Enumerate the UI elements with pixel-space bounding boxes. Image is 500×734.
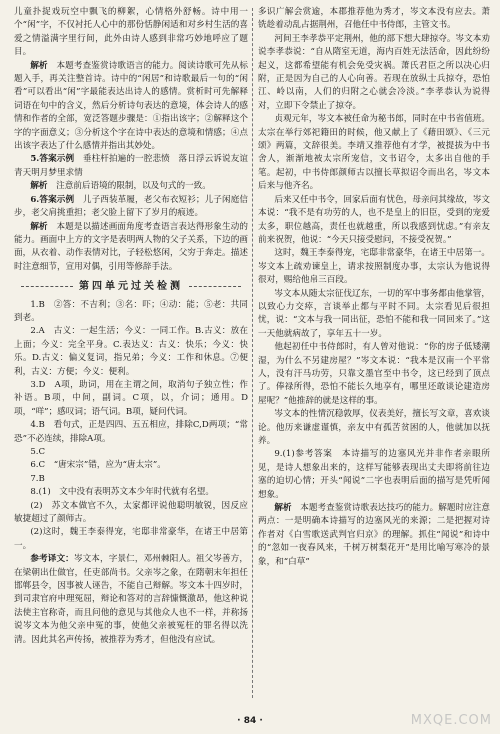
answer-item: 8.(1) 文中没有表明苏文本少年时代就有名望。 — [30, 487, 214, 498]
answer-paragraph — [14, 194, 248, 221]
paragraph: 岑文本的性情沉稳敦厚，仪表美好，擅长写文章，喜欢谈论。他历来谦虚谨慎，亲友中有孤苦贫困的人，他就加以抚养。 — [258, 409, 490, 446]
text: 岑文本，字景仁，邓州棘阳人。祖父岑善方，在梁朝出仕做官，任吏部尚书。父亲岑之象，在隋朝末年担任邯郸县令，因事被人诬告，不能自己辩解。岑文本十四岁时，到司隶官府申理冤屈，辩论和答对的言辞慷慨激昂，他这种说法使主官称奇，而且问他的意见与其他众人也不一样，并称扬说岑文本为他父亲申冤的事，使他父亲被冤枉的罪名得以洗清。因此其名声传扬，被推荐为秀才，但他没有应试。 — [14, 554, 248, 645]
column-divider — [252, 8, 253, 698]
text: 本题考查鉴赏诗歌语言的能力。阅读诗歌可先从标题入手，再关注整首诗。诗中的“闲居”和诗歌最后一句的“闲看”可以看出“闲”字最能表达出诗人的感情。赏析时可先解释词语在句中的含义，然后分析诗句表达的意境，体会诗人的感情和作者的全部，宽泛答题步骤是：①指出该字；②解释这个字的字面意义；③分析这个字在诗中表达的意境和情感；④点出该字表达了什么感情并指出其妙处。 — [14, 60, 248, 152]
label: 参考译文： — [30, 554, 74, 565]
paragraph: 儿童扑捉戏玩空中飘飞的柳絮，心情格外舒畅。诗中用一个“闲”字，不仅衬托人心中的那份恬静闲适和对乡村生活的喜爱之情溢满字里行间，此外由诗人感到非常巧妙地呼应了题目。 — [14, 7, 248, 58]
text: 儿子西装革履，老父布衣短衫；儿子闲庭信步，老父肩挑重担；老父脸上留下了岁月的痕迹。 — [14, 194, 248, 219]
label: 6.答案示例 — [30, 194, 75, 205]
paragraph: 后来又任中书令，回家后面有忧色，母亲问其缘故，岑文本说：“我不是有功劳的人，也不是皇上的旧臣，受到的宠爱太多，职位越高，责任也就越重，所以我感到忧虑。”有亲友前来祝贺，他说：“今天只接受慰问，不接受祝贺。” — [258, 194, 490, 245]
answer-item: 9.(1)参考答案 本诗描写的边塞风光并非作者亲眼所见，是诗人想象出来的，这样写能够表现出丈夫即将前往边塞的迫切心情；开头“闻说”二字也表明后面的描写是凭听闻想象。 — [258, 449, 490, 500]
answer-item: 1.B ②答：不吉利；③名：吓；④动：能；⑤老：共同到老。 — [14, 299, 248, 323]
analysis-paragraph — [14, 60, 248, 154]
answer-item: 3.D A项，助词，用在主谓之间，取消句子独立性；作补语。B项，中间，副词。C项，以，介词；通用。D项，“咩”；感叹词；语气词。B项，疑问代词。 — [14, 379, 248, 417]
analysis-paragraph — [14, 221, 248, 275]
answer-item: 7.B — [30, 473, 45, 484]
analysis-paragraph — [258, 502, 490, 569]
answer-item: (2) 苏文本做官不久，太家都评说他聪明敏锐，因反应敏捷超过了颜师古。 — [14, 500, 248, 525]
paragraph: 河间王李孝恭平定荆州，他的部下想大肆掠夺。岑文本劝说李孝恭说：“自从隋室无道，海内百姓无法活命，因此纷纷起义，这都希望能有机会免受灾祸。萧氏君臣之所以决心归附，正是因为自己的人心向善。若现在放纵士兵掠夺，恐怕江、岭以南，人们的归附之心就会冷淡。”李孝恭认为说得对，立即下令禁止了掠夺。 — [258, 33, 490, 111]
left-column — [14, 6, 257, 647]
answer-item: 4.B 看句式，正是四四、五五相应，排除C,D两项；“常恐”不必连续，排除A项。 — [14, 420, 248, 444]
translation-paragraph — [14, 553, 248, 647]
answer-item: 2.A 古义：一起生活；今义：一同工作。B.古义：放在上面；今义：完全平身。C.表达义：古义：快乐；今义：快乐。D.古义：偏义复词，指兄弟；今义：工作和休息。⑦便利，古义：方便；今义：便利。 — [14, 326, 248, 377]
watermark: MXQE.COM — [410, 713, 492, 728]
text: 本题是以描述画面角度考查语言表达得形象生动的能力。画面中上方的文字是表明两人物的父子关系，下边的画面，从衣着、动作表情对比，子轻松悠闲，父穷于奔走。描述时注意细节，宣用对偶，引用等修辞手法。 — [14, 221, 248, 272]
label: 解析 — [274, 503, 292, 514]
paragraph: 多识广解会赏逾，本郡推荐他为秀才，岑文本没有应去。萧铣趁着动乱占据荆州，召他任中书侍郎，主管文书。 — [258, 7, 490, 31]
heading-rule — [21, 286, 73, 287]
section-heading — [14, 280, 248, 293]
section-title: 第四单元过关检测 — [79, 281, 183, 293]
answer-item: 6.C “唐宋宗”错，应为“唐太宗”。 — [30, 460, 166, 471]
label: 解析 — [30, 60, 48, 71]
label: 5.答案示例 — [30, 154, 75, 165]
answer-item: 5.C — [30, 447, 46, 457]
paragraph: 这时，魏王李泰得宠，宅邸非常豪华，在诸王中居第一。岑文本上疏劝谏皇上，请求按照制度办事，太宗认为他说得很对，赐给他帛三百段。 — [258, 248, 490, 286]
answer-item: (2)这时，魏王李泰得宠，宅邸非常豪华，在诸王中居第一。 — [14, 527, 248, 551]
right-column — [258, 6, 490, 569]
text: 注意前后语境的限制，以及句式的一致。 — [56, 181, 211, 192]
text: 本题考查鉴赏诗歌表达技巧的能力。解题时应注意两点：一是明确本诗描写的边塞风光的来源；二是把握对诗作者对《白雪歌送武判官归京》的理解。抓住“闻说”和诗中的“忽如一夜春风来，千树万树梨花开”是用比喻写寒冷的景象，和“白草” — [258, 503, 490, 567]
label: 解析 — [30, 221, 48, 232]
heading-rule — [189, 286, 241, 287]
text: 垂柱杆拍遍的一腔悲愤 落日浮云诉说友谊 青天明月梦里求情 — [14, 154, 257, 178]
paragraph: 贞观元年，岑文本被任命为秘书郎，同时在中书省值班。太宗在举行郊祀籍田的时候，他又献上了《藉田颂》、《三元颂》两篇，文辞很美。李靖又推荐他有才学，被提拔为中书舍人，渐渐地被太宗所宠信，文书诏令，太多出自他的手笔。起初，中书侍郎颜师古以擅长草拟诏令而出名，岑文本后来与他齐名。 — [258, 114, 490, 192]
label: 解析 — [30, 181, 48, 192]
page-number: · 84 · — [237, 716, 263, 726]
paragraph: 他起初任中书侍郎时，有人曾对他说：“你的房子低矮潮湿，为什么不另建房屋？”岑文本说：“我本是汉南一个平常人，没有汗马功劳，只靠文墨官至中书令，这已经到了顶点了。俸禄所得，恐怕不能长久地享有，哪里还敢谈论建造房屋呢？”他推辞的就是这样的事。 — [258, 342, 490, 406]
paragraph: 岑文本从随太宗征伐辽东，一切的军中事务都由他掌管，以致心力交瘁，言谈举止都与平时不同。太宗看见后很担忧，说：“文本与我一同出征，恐怕不能和我一同回来了。”这一天他就病故了，享年五十一岁。 — [258, 288, 490, 339]
analysis-paragraph — [14, 180, 248, 193]
answer-paragraph — [14, 153, 257, 180]
